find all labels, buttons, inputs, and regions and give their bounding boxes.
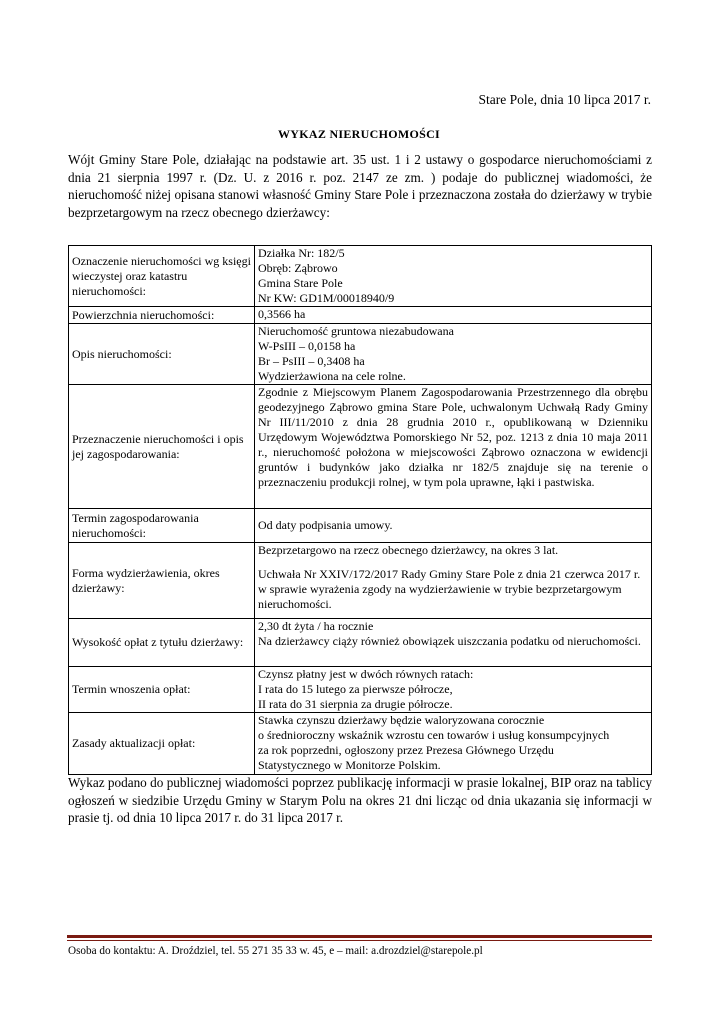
intro-paragraph: Wójt Gminy Stare Pole, działając na podstawie art. 35 ust. 1 i 2 ustawy o gospodarce nieruchomościami z dnia 21 sierpnia 1997 r. (Dz. U. z 2016 r. poz. 2147 ze zm. ) podaje do publicznej wiadomości, że nieruchomość niżej opisana stanowi własność Gminy Stare Pole i przeznaczona została do dzierżawy w trybie bezprzetargowym na rzecz obecnego dzierżawcy: xyxy=(68,152,652,220)
value-paragraph: Bezprzetargowo na rzecz obecnego dzierżawcy, na okres 3 lat. xyxy=(258,543,559,557)
value-line: Na dzierżawcy ciąży również obowiązek uiszczania podatku od nieruchomości. xyxy=(258,634,641,648)
value-line: Czynsz płatny jest w dwóch równych ratach: xyxy=(258,667,474,681)
table-row xyxy=(69,385,652,509)
row-label: Opis nieruchomości: xyxy=(69,324,255,385)
footer-divider xyxy=(67,935,652,938)
row-label: Zasady aktualizacji opłat: xyxy=(69,713,255,775)
value-line: Nieruchomość gruntowa niezabudowana xyxy=(258,324,454,338)
table-row xyxy=(69,667,652,713)
value-line: II rata do 31 sierpnia za drugie półrocze. xyxy=(258,697,453,711)
value-line: 0,3566 ha xyxy=(258,307,306,321)
row-label: Przeznaczenie nieruchomości i opis jej zagospodarowania: xyxy=(69,385,255,509)
closing-paragraph: Wykaz podano do publicznej wiadomości poprzez publikację informacji w prasie lokalnej, BIP oraz na tablicy ogłoszeń w siedzibie Urzędu Gminy w Starym Polu na okres 21 dni licząc od dnia ukazania się informacji w prasie tj. od dnia 10 lipca 2017 r. do 31 lipca 2017 r. xyxy=(68,775,652,826)
property-table xyxy=(68,245,652,775)
contact-footer: Osoba do kontaktu: A. Droździel, tel. 55 271 35 33 w. 45, e – mail: a.drozdziel@starepole.pl xyxy=(68,945,483,957)
value-line: Gmina Stare Pole xyxy=(258,276,343,290)
table-row xyxy=(69,509,652,543)
value-line: o średnioroczny wskaźnik wzrostu cen towarów i usług konsumpcyjnych xyxy=(258,728,610,742)
row-value xyxy=(255,713,652,775)
row-value xyxy=(255,543,652,619)
place-date: Stare Pole, dnia 10 lipca 2017 r. xyxy=(478,92,651,107)
value-paragraph: Uchwała Nr XXIV/172/2017 Rady Gminy Stare Pole z dnia 21 czerwca 2017 r. w sprawie wyrażenia zgody na wydzierżawienie w trybie bezprzetargowym nieruchomości. xyxy=(258,567,641,611)
value-line: 2,30 dt żyta / ha rocznie xyxy=(258,619,374,633)
value-line: I rata do 15 lutego za pierwsze półrocze, xyxy=(258,682,453,696)
document-title: WYKAZ NIERUCHOMOŚCI xyxy=(277,127,441,141)
row-label: Oznaczenie nieruchomości wg księgi wieczystej oraz katastru nieruchomości: xyxy=(69,246,255,307)
row-label: Powierzchnia nieruchomości: xyxy=(69,307,255,324)
row-value xyxy=(255,509,652,543)
value-line: Statystycznego w Monitorze Polskim. xyxy=(258,758,441,772)
row-label: Forma wydzierżawienia, okres dzierżawy: xyxy=(69,543,255,619)
table-row xyxy=(69,543,652,619)
row-value xyxy=(255,619,652,667)
table-row xyxy=(69,619,652,667)
row-value: Zgodnie z Miejscowym Planem Zagospodarowania Przestrzennego dla obrębu geodezyjnego Ząbrowo gmina Stare Pole, uchwalonym Uchwałą Rady Gminy Nr III/11/2010 z dnia 28 grudnia 2010 r., opublikowaną w Dzienniku Urzędowym Województwa Pomorskiego Nr 52, poz. 1213 z dnia 10 maja 2011 r., nieruchomość położona w miejscowości Ząbrowo oznaczona w ewidencji gruntów i budynków jako działka nr 182/5 znajduje się na terenie o przeznaczeniu produkcji rolnej, w tym pola uprawne, łąki i pastwiska. xyxy=(255,385,652,509)
value-line: Działka Nr: 182/5 xyxy=(258,246,345,260)
row-label: Termin wnoszenia opłat: xyxy=(69,667,255,713)
table-row xyxy=(69,324,652,385)
row-label: Wysokość opłat z tytułu dzierżawy: xyxy=(69,619,255,667)
row-value xyxy=(255,667,652,713)
row-value xyxy=(255,324,652,385)
row-label: Termin zagospodarowania nieruchomości: xyxy=(69,509,255,543)
value-line: W-PsIII – 0,0158 ha xyxy=(258,339,356,353)
value-line: za rok poprzedni, ogłoszony przez Prezesa Głównego Urzędu xyxy=(258,743,554,757)
value-line: Stawka czynszu dzierżawy będzie waloryzowana corocznie xyxy=(258,713,545,727)
value-line: Nr KW: GD1M/00018940/9 xyxy=(258,291,395,305)
row-value xyxy=(255,246,652,307)
footer-divider-thin xyxy=(67,940,652,941)
table-row xyxy=(69,713,652,775)
value-line: Obręb: Ząbrowo xyxy=(258,261,338,275)
table-row xyxy=(69,246,652,307)
row-value xyxy=(255,307,652,324)
value-line: Wydzierżawiona na cele rolne. xyxy=(258,369,406,383)
table-row xyxy=(69,307,652,324)
value-line: Od daty podpisania umowy. xyxy=(258,518,393,532)
value-line: Br – PsIII – 0,3408 ha xyxy=(258,354,365,368)
